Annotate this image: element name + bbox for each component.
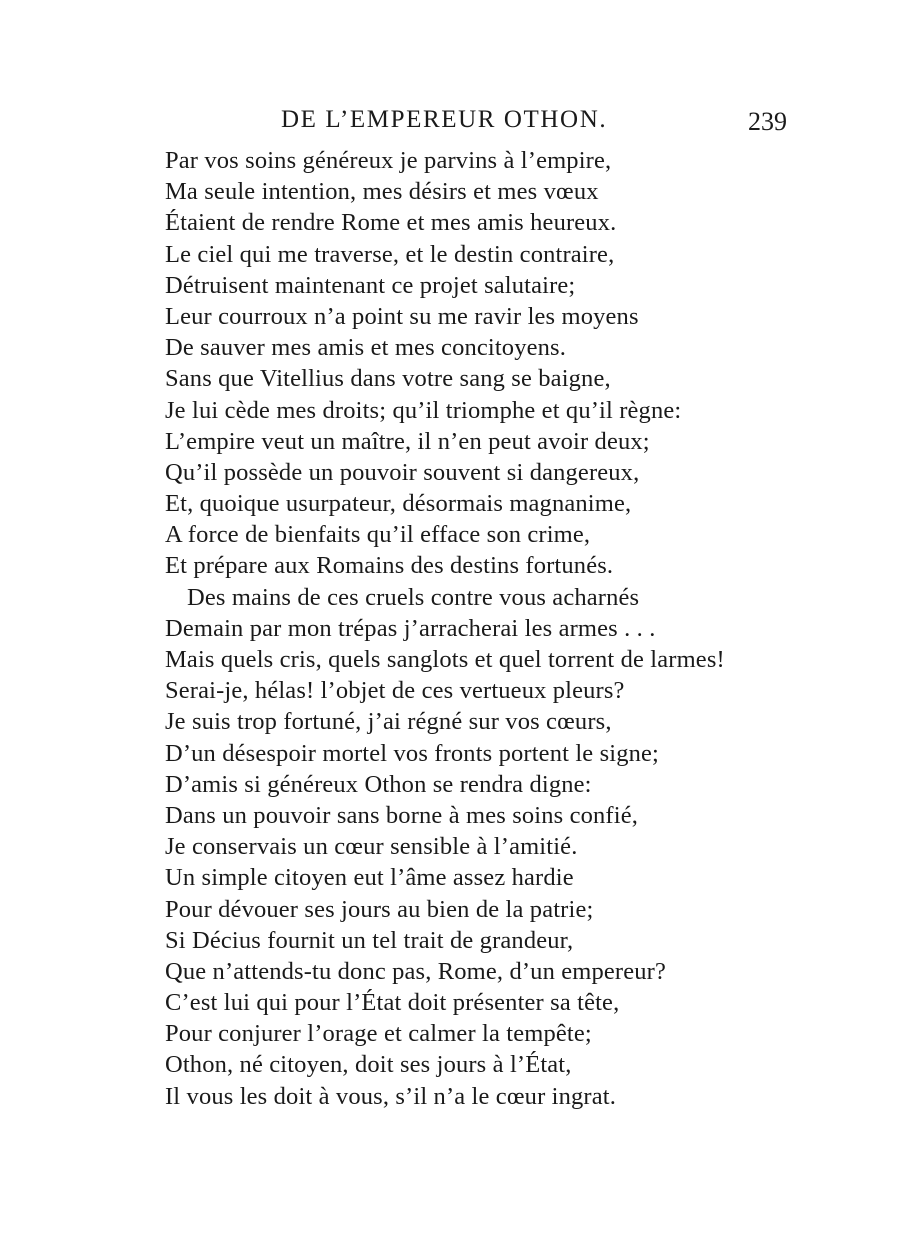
- poem-text: [165, 145, 785, 1112]
- verse-line: Que n’attends-tu donc pas, Rome, d’un empereur?: [165, 957, 666, 985]
- verse-line: Serai-je, hélas! l’objet de ces vertueux pleurs?: [165, 677, 625, 705]
- verse-line: De sauver mes amis et mes concitoyens.: [165, 334, 566, 362]
- verse-line: Othon, né citoyen, doit ses jours à l’État,: [165, 1051, 572, 1079]
- running-title: DE L’EMPEREUR OTHON.: [281, 106, 608, 133]
- verse-line: Étaient de rendre Rome et mes amis heureux.: [165, 209, 617, 237]
- verse-line: Demain par mon trépas j’arracherai les armes . . .: [165, 614, 656, 642]
- verse-line: Pour dévouer ses jours au bien de la patrie;: [165, 895, 594, 923]
- verse-line: Sans que Vitellius dans votre sang se baigne,: [165, 365, 611, 393]
- verse-line: Je lui cède mes droits; qu’il triomphe et qu’il règne:: [165, 396, 682, 424]
- verse-line: Je suis trop fortuné, j’ai régné sur vos cœurs,: [165, 708, 612, 736]
- verse-line: Ma seule intention, mes désirs et mes vœux: [165, 178, 599, 206]
- verse-line: Dans un pouvoir sans borne à mes soins confié,: [165, 801, 638, 829]
- verse-line: Un simple citoyen eut l’âme assez hardie: [165, 864, 574, 892]
- verse-line: Leur courroux n’a point su me ravir les moyens: [165, 302, 639, 330]
- verse-line: Il vous les doit à vous, s’il n’a le cœur ingrat.: [165, 1082, 616, 1110]
- verse-line: Le ciel qui me traverse, et le destin contraire,: [165, 240, 615, 268]
- verse-line: Par vos soins généreux je parvins à l’empire,: [165, 147, 612, 174]
- verse-line: Détruisent maintenant ce projet salutaire;: [165, 271, 576, 299]
- verse-line: Pour conjurer l’orage et calmer la tempête;: [165, 1020, 592, 1048]
- verse-line: Et prépare aux Romains des destins fortunés.: [165, 552, 614, 580]
- verse-line: Et, quoique usurpateur, désormais magnanime,: [165, 490, 632, 518]
- verse-line: Si Décius fournit un tel trait de grandeur,: [165, 926, 574, 954]
- verse-line: L’empire veut un maître, il n’en peut avoir deux;: [165, 427, 650, 455]
- page-number: 239: [748, 107, 787, 136]
- verse-line: Mais quels cris, quels sanglots et quel torrent de larmes!: [165, 646, 725, 673]
- verse-line: Qu’il possède un pouvoir souvent si dangereux,: [165, 458, 640, 486]
- verse-line: A force de bienfaits qu’il efface son crime,: [165, 521, 591, 549]
- running-head: [0, 103, 900, 139]
- verse-line: C’est lui qui pour l’État doit présenter sa tête,: [165, 989, 620, 1017]
- verse-line: D’amis si généreux Othon se rendra digne:: [165, 770, 592, 798]
- verse-line: Des mains de ces cruels contre vous acharnés: [187, 583, 640, 611]
- verse-line: Je conservais un cœur sensible à l’amitié.: [165, 833, 578, 861]
- verse-line: D’un désespoir mortel vos fronts portent le signe;: [165, 739, 660, 767]
